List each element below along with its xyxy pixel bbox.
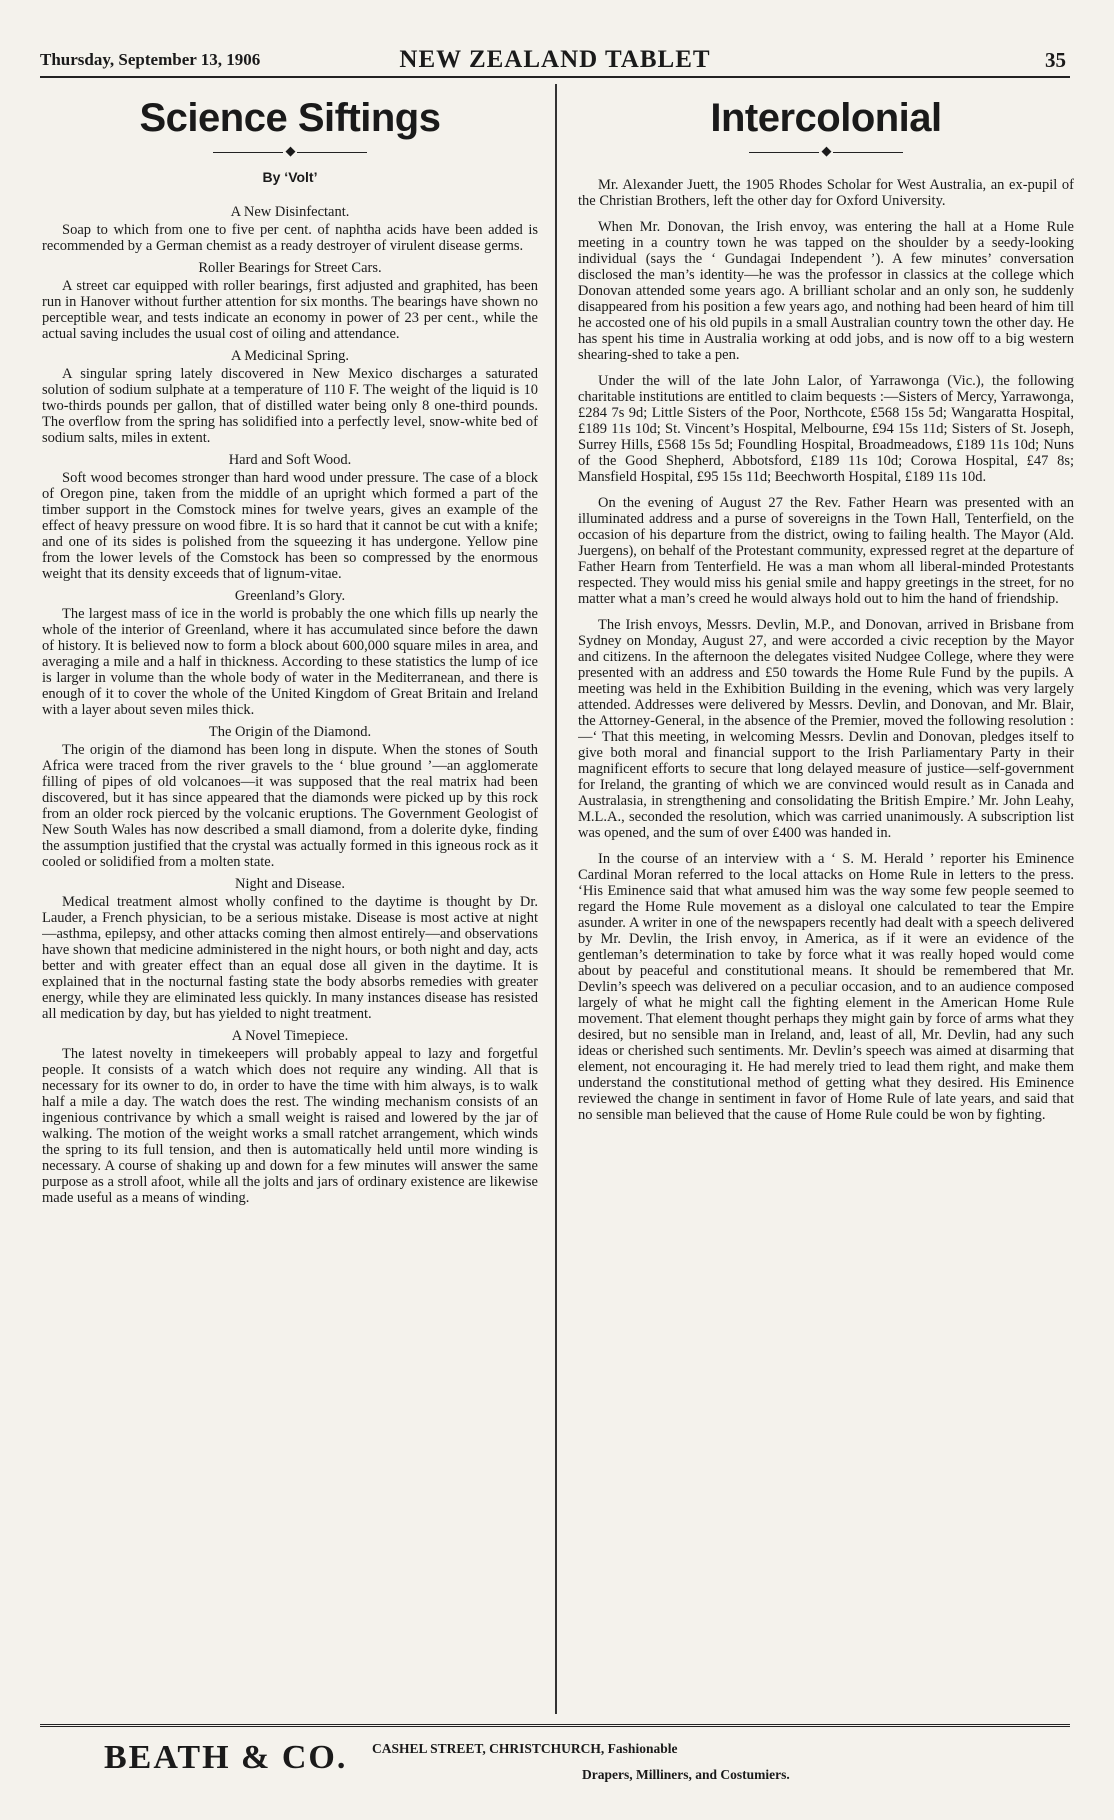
section-heading: Greenland’s Glory. [234, 588, 346, 604]
news-items [578, 177, 1074, 1123]
advertiser-trades: Drapers, Milliners, and Costumiers. [582, 1767, 790, 1782]
section-body: Medical treatment almost wholly confined to the daytime is thought by Dr. Lauder, a French physician, to be a serious mistake. Disease is most active at night —asthma, epilepsy, and other attacks coming then almost entirely—and observations have shown that medicine administered in the night hours, or both night and day, acts better and with greater effect than an equal dose all given in the daytime. It is explained that in the nocturnal fasting state the body absorbs remedies with greater energy, while they are eliminated less quickly. In many instances disease has resisted all medication by day, but has yielded to night treatment. [42, 894, 538, 1022]
section-heading: Night and Disease. [235, 876, 345, 892]
section-body: Soft wood becomes stronger than hard wood under pressure. The case of a block of Oregon pine, taken from the middle of an upright which formed a part of the timber support in the Comstock mines for twelve years, gives an example of the effect of heavy pressure on wood fibre. It is so hard that it cannot be cut with a knife; and one of its sides is polished from the squeezing it has undergone. Yellow pine from the lower levels of the Comstock has been so compressed by the enormous weight that its density exceeds that of lignum-vitae. [42, 470, 538, 582]
article-sections [42, 203, 538, 1206]
news-paragraph: In the course of an interview with a ‘ S. M. Herald ’ reporter his Eminence Cardinal Moran referred to the local attacks on Home Rule in letters to the press. ‘His Eminence said that what amused him was the way some few people seemed to regard the Home Rule movement as a disloyal one calculated to tear the Empire asunder. A writer in one of the newspapers recently had dealt with a speech delivered by Mr. Devlin, the Irish envoy, in America, as if it were an evidence of the gentleman’s determination to take by force what it was really hoped would come about by peaceful and constitutional means. It should be remembered that Mr. Devlin’s speech was delivered on a peculiar occasion, and to an audience composed largely of what he might call the fighting element in the American Home Rule movement. That element thought perhaps they might gain by force of arms what they desired, but no sensible man in Ireland, and, least of all, Mr. Devlin, had any such ideas or cherished such sentiments. Mr. Devlin’s speech was aimed at disarming that element, not encouraging it. He had merely tried to lead them right, and make them understand the constitutional method of getting what they desired. His Eminence reviewed the change in sentiment in favor of Home Rule of late years, and said that no sensible man believed that the cause of Home Rule could be won by fighting. [578, 851, 1074, 1123]
section-body: A singular spring lately discovered in New Mexico discharges a saturated solution of sodium sulphate at a temperature of 110 F. The weight of the liquid is 10 two-thirds pounds per gallon, that of distilled water being only 8 one-third pounds. The overflow from the spring has solidified into a perfectly level, snow-white bed of sodium salts, miles in extent. [42, 366, 538, 446]
advertiser-name: BEATH & CO. [104, 1739, 348, 1776]
section-heading: A Novel Timepiece. [231, 1028, 349, 1044]
section-heading: The Origin of the Diamond. [208, 724, 372, 740]
section-body: Soap to which from one to five per cent. of naphtha acids have been added is recommended by a German chemist as a ready destroyer of virulent disease germs. [42, 222, 538, 254]
diamond-ornament-icon: ◆ [42, 143, 538, 159]
section-body: The origin of the diamond has been long in dispute. When the stones of South Africa were traced from the river gravels to the ‘ blue ground ’—an agglomerate filling of pipes of old volcanoes—it was supposed that the real matrix had been discovered, but it has since appeared that the diamonds were picked up by this rock from an older rock pierced by the volcanic eruptions. The Government Geologist of New South Wales has now described a small diamond, from a dolerite dyke, finding the assumption justified that the crystal was actually formed in this igneous rock as it cooled or solidified from a molten state. [42, 742, 538, 870]
diamond-ornament-icon: ◆ [578, 143, 1074, 159]
issue-date: Thursday, September 13, 1906 [40, 50, 261, 69]
column-divider [555, 84, 557, 1714]
section-heading: A New Disinfectant. [230, 204, 350, 220]
section-heading: A Medicinal Spring. [230, 348, 349, 364]
newspaper-title: NEW ZEALAND TABLET [399, 46, 711, 73]
news-paragraph: Mr. Alexander Juett, the 1905 Rhodes Scholar for West Australia, an ex-pupil of the Christian Brothers, left the other day for Oxford University. [578, 177, 1074, 209]
intercolonial-column [578, 88, 1074, 1708]
section-heading: Roller Bearings for Street Cars. [198, 260, 382, 276]
page-number: 35 [1045, 48, 1066, 72]
advertiser-address: CASHEL STREET, CHRISTCHURCH, Fashionable [372, 1741, 678, 1756]
news-paragraph: Under the will of the late John Lalor, of Yarrawonga (Vic.), the following charitable institutions are entitled to claim bequests :—Sisters of Mercy, Yarrawonga, £284 7s 9d; Little Sisters of the Poor, Northcote, £568 15s 5d; Wangaratta Hospital, £189 11s 10d; St. Vincent’s Hospital, Melbourne, £94 15s 11d; Sisters of St. Joseph, Surrey Hills, £568 15s 5d; Foundling Hospital, Broadmeadows, £189 11s 10d; Nuns of the Good Shepherd, Abbotsford, £189 11s 10d; Corowa Hospital, £47 8s; Mansfield Hospital, £95 15s 11d; Beechworth Hospital, £189 11s 10d. [578, 373, 1074, 485]
masthead [40, 44, 1070, 78]
section-body: The latest novelty in timekeepers will probably appeal to lazy and forgetful people. It consists of a watch which does not require any winding. All that is necessary for its owner to do, in order to have the time with him always, is to walk half a mile a day. The watch does the rest. The winding mechanism consists of an ingenious contrivance by which a small weight is raised and lowered by the jar of walking. The motion of the weight works a small ratchet arrangement, which winds the spring to its full tension, and then is automatically held until more winding is necessary. A course of shaking up and down for a few minutes will answer the same purpose as a stroll afoot, while all the jolts and jars of ordinary existence are likewise made useful as a means of winding. [42, 1046, 538, 1206]
news-paragraph: When Mr. Donovan, the Irish envoy, was entering the hall at a Home Rule meeting in a country town he was tapped on the shoulder by a seedy-looking individual (says the ‘ Gundagai Independent ’). A few minutes’ conversation disclosed the man’s identity—he was the professor in classics at the college which Donovan attended some years ago. A brilliant scholar and an only son, he suddenly disappeared from his position a few years ago, and nothing had been heard of him till he accosted one of his old pupils in a small Australian country town the other day. He has spent his time in Australia working at odd jobs, and is now off to a big western shearing-shed to take a pen. [578, 219, 1074, 363]
intercolonial-title: Intercolonial [710, 96, 942, 140]
science-siftings-title: Science Siftings [139, 96, 441, 140]
section-body: The largest mass of ice in the world is probably the one which fills up nearly the whole of the interior of Greenland, where it has accumulated since before the dawn of history. It is believed now to form a block about 600,000 square miles in area, and averaging a mile and a half in thickness. According to these statistics the lump of ice is larger in volume than the whole body of water in the Mediterranean, and there is enough of it to cover the whole of the United Kingdom of Great Britain and Ireland with a layer about seven miles thick. [42, 606, 538, 718]
news-paragraph: The Irish envoys, Messrs. Devlin, M.P., and Donovan, arrived in Brisbane from Sydney on Monday, August 27, and were accorded a civic reception by the Mayor and citizens. In the afternoon the delegates visited Nudgee College, where they were presented with an address and £50 towards the Home Rule Fund by the pupils. A meeting was held in the Exhibition Building in the evening, which was very largely attended. Addresses were delivered by Messrs. Devlin, and Donovan, and Mr. Blair, the Attorney-General, in the absence of the Premier, moved the following resolution :—‘ That this meeting, in welcoming Messrs. Devlin and Donovan, pledges itself to give both moral and financial support to the Irish Parliamentary Party in their magnificent efforts to secure that long delayed measure of justice—self-government for Ireland, the granting of which we are convinced would result as in Canada and Australasia, in strengthening and consolidating the British Empire.’ Mr. John Leahy, M.L.A., seconded the resolution, which was carried unanimously. A subscription list was opened, and the sum of over £400 was handed in. [578, 617, 1074, 841]
advertisement-banner [40, 1724, 1070, 1797]
science-siftings-column [42, 88, 538, 1708]
news-paragraph: On the evening of August 27 the Rev. Father Hearn was presented with an illuminated address and a purse of sovereigns in the Town Hall, Tenterfield, on the occasion of his departure from the district, owing to failing health. The Mayor (Ald. Juergens), on behalf of the Protestant community, expressed regret at the departure of Father Hearn from Tenterfield. He was a man whom all liberal-minded Protestants respected. They would miss his genial smile and happy greetings in the street, for no matter what a man’s creed he would always hold out to him the hand of friendship. [578, 495, 1074, 607]
byline: By ‘Volt’ [262, 169, 318, 185]
section-heading: Hard and Soft Wood. [228, 452, 352, 468]
section-body: A street car equipped with roller bearings, first adjusted and graphited, has been run in Hanover without further attention for six months. The bearings have shown no perceptible wear, and tests indicate an economy in power of 23 per cent., while the actual saving includes the usual cost of oiling and attendance. [42, 278, 538, 342]
